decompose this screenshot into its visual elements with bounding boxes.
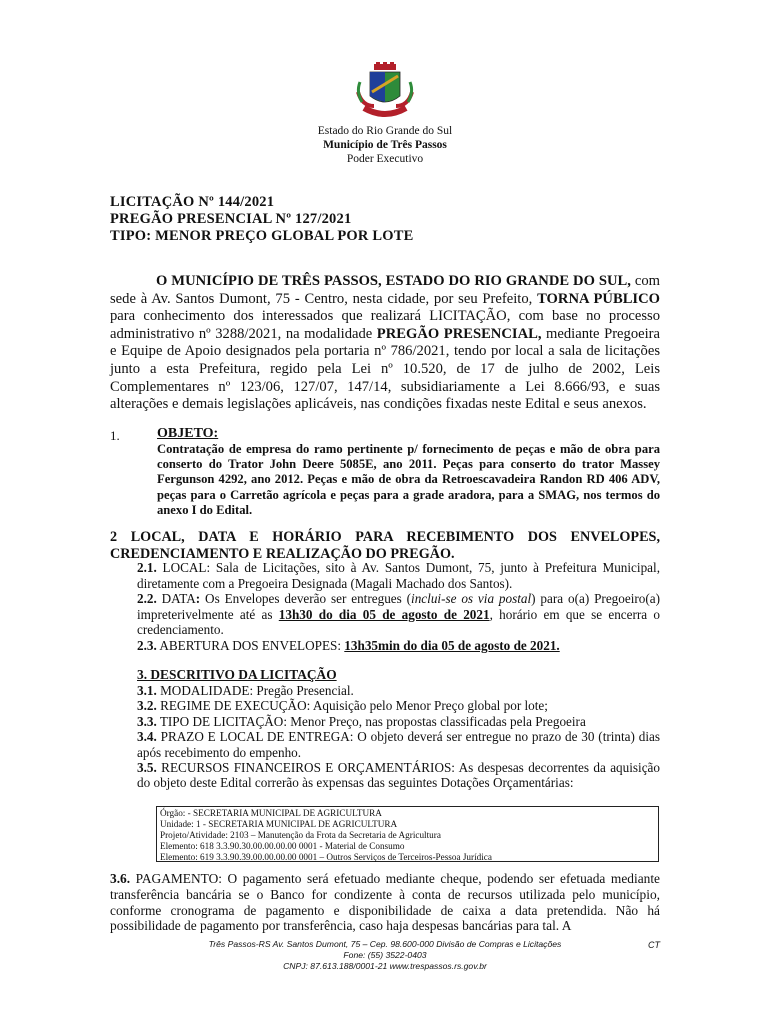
budget-line: Unidade: 1 - SECRETARIA MUNICIPAL DE AGRICULTURA (160, 819, 398, 829)
intro-paragraph: O MUNICÍPIO DE TRÊS PASSOS, ESTADO DO RIO GRANDE DO SUL, com sede à Av. Santos Dumont, 75 - Centro, nesta cidade, por seu Prefeito, TORNA PÚBLICO para conhecimento dos interessados que realizará LICITAÇÃO, com base no processo administrativo nº 3288/2021, na modalidade PREGÃO PRESENCIAL, mediante Pregoeira e Equipe de Apoio designados pela portaria nº 786/2021, tendo por local a sala de licitações junto a esta Prefeitura, regido pela Lei nº 10.520, de 17 de julho de 2002, Leis Complementares nº 123/06, 127/07, 147/14, subsidiariamente a Lei 8.666/93, e suas alterações e demais legislações aplicáveis, nas condições fixadas neste Edital e seus anexos. (110, 273, 660, 413)
budget-line: Elemento: 618 3.3.90.30.00.00.00.00 0001 - Material de Consumo (160, 841, 405, 851)
item-2-3: 2.3. ABERTURA DOS ENVELOPES: 13h35min do dia 05 de agosto de 2021. (137, 637, 560, 653)
title-pregao: PREGÃO PRESENCIAL Nº 127/2021 (110, 211, 352, 227)
title-licitacao: LICITAÇÃO Nº 144/2021 (110, 194, 275, 210)
budget-line: Órgão: - SECRETARIA MUNICIPAL DE AGRICULTURA (160, 808, 382, 818)
section2-items (137, 560, 660, 654)
budget-allocation-box (156, 806, 659, 862)
section3-heading: 3. DESCRITIVO DA LICITAÇÃO (137, 667, 337, 682)
item-2-2: 2.2. DATA: Os Envelopes deverão ser entregues (inclui-se os via postal) para o(a) Pregoeiro(a) impreterivelmente até as 13h30 do dia 05 de agosto de 2021, horário em que se encerra o credenciamento. (137, 591, 660, 638)
header-state: Estado do Rio Grande do Sul (317, 125, 453, 137)
item-3-3: 3.3. TIPO DE LICITAÇÃO: Menor Preço, nas propostas classificadas pela Pregoeira (137, 713, 586, 729)
item-2-1: 2.1. LOCAL: Sala de Licitações, sito à Av. Santos Dumont, 75, junto à Prefeitura Municipal, diretamente com a Pregoeira Designada (Magali Machado dos Santos). (137, 560, 660, 591)
title-tipo: TIPO: MENOR PREÇO GLOBAL POR LOTE (110, 228, 414, 244)
municipal-crest-logo (352, 62, 418, 120)
torna-publico: TORNA PÚBLICO (537, 290, 660, 307)
objeto-number: 1. (110, 428, 120, 443)
item-3-1: 3.1. MODALIDADE: Pregão Presencial. (137, 683, 354, 698)
section3-items (137, 683, 660, 791)
header-branch: Poder Executivo (346, 153, 424, 165)
opening-date: 13h35min do dia 05 de agosto de 2021. (344, 637, 560, 653)
header-municipality: Município de Três Passos (323, 139, 447, 151)
budget-line: Elemento: 619 3.3.90.39.00.00.00.00 0001 – Outros Serviços de Terceiros-Pessoa Jurídica (160, 852, 492, 862)
deadline-date: 13h30 do dia 05 de agosto de 2021 (278, 606, 490, 622)
footer-cnpj: CNPJ: 87.613.188/0001-21 www.trespassos.rs.gov.br (283, 961, 487, 971)
objeto-text: Contratação de empresa do ramo pertinente p/ fornecimento de peças e mão de obra para conserto do Trator John Deere 5085E, ano 2011. Peças para conserto do trator Massey Fergunson 4292, ano 2012. Peças e mão de obra da Retroescavadeira Randon RD 406 ADV, peças para o Carretão agrícola e peças para a grade aradora, para a SMAG, nos termos do anexo I do Edital. (157, 442, 660, 517)
intro-lead: O MUNICÍPIO DE TRÊS PASSOS, ESTADO DO RIO GRANDE DO SUL, (156, 273, 631, 289)
pregao-presencial: PREGÃO PRESENCIAL, (376, 325, 542, 342)
budget-line: Projeto/Atividade: 2103 – Manutenção da Frota da Secretaria de Agricultura (160, 830, 441, 840)
footer-address: Três Passos-RS Av. Santos Dumont, 75 – Cep. 98.600-000 Divisão de Compras e Licitações (208, 939, 562, 949)
item-3-6: 3.6. PAGAMENTO: O pagamento será efetuado mediante cheque, podendo ser efetuada mediante transferência bancária se o Banco for condizente à conta de recursos utilizada pelo município, conforme cronograma de pagamento e disponibilidade de caixa a data pretendida. Não há possibilidade de pagamento por transferência, caso haja despesas bancárias para tal. A (110, 871, 660, 934)
objeto-heading: OBJETO: (157, 426, 219, 441)
footer-initials: CT (648, 940, 660, 950)
item-3-4: 3.4. PRAZO E LOCAL DE ENTREGA: O objeto deverá ser entregue no prazo de 30 (trinta) dias após recebimento do empenho. (137, 729, 660, 760)
footer-phone: Fone: (55) 3522-0403 (343, 950, 427, 960)
item-3-2: 3.2. REGIME DE EXECUÇÃO: Aquisição pelo Menor Preço global por lote; (137, 698, 548, 714)
section2-heading: 2 LOCAL, DATA E HORÁRIO PARA RECEBIMENTO DOS ENVELOPES, CREDENCIAMENTO E REALIZAÇÃO DO PREGÃO. (110, 529, 660, 562)
item-3-5: 3.5. RECURSOS FINANCEIROS E ORÇAMENTÁRIOS: As despesas decorrentes da aquisição do objeto deste Edital correrão às expensas das seguintes Dotações Orçamentárias: (137, 760, 660, 791)
